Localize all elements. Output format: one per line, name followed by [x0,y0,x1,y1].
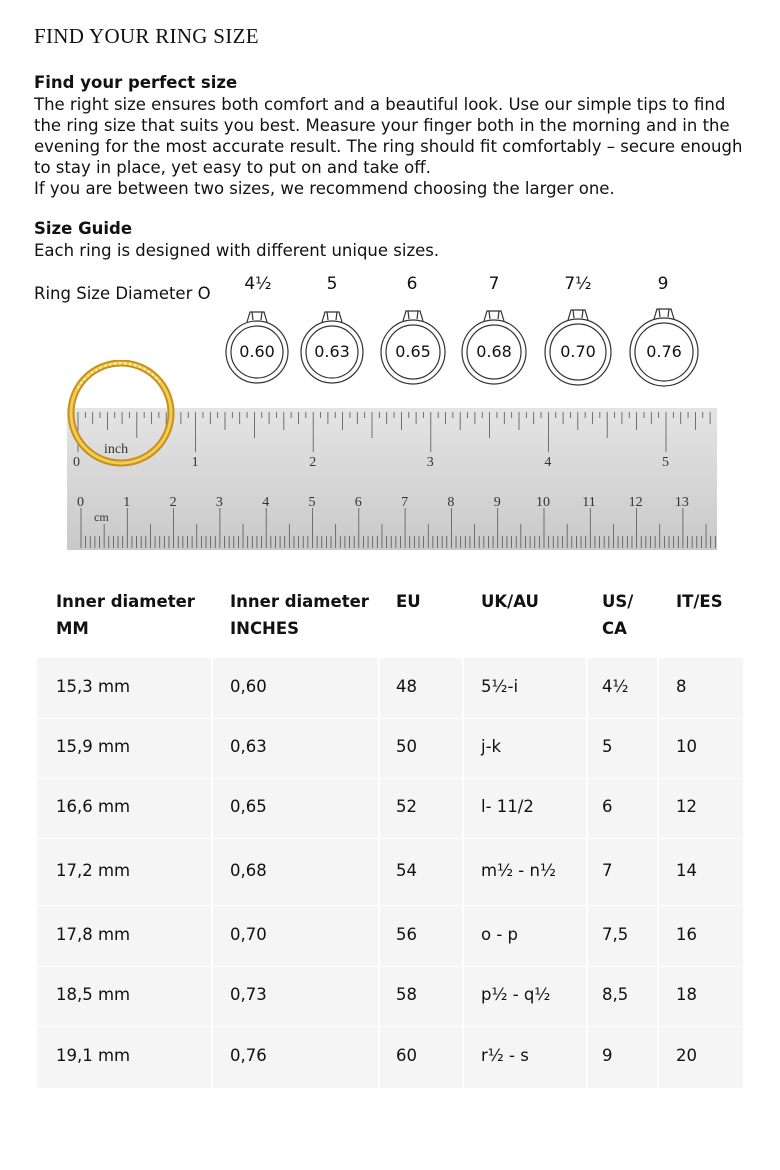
table-divider [378,719,380,779]
ruler-inch-number: 5 [662,455,669,470]
table-row [37,966,743,1027]
ruler-cm-number: 1 [123,495,131,510]
table-cell: o - p [481,924,519,944]
col-header-uk-au [481,588,539,615]
table-cell: 19,1 mm [56,1045,131,1065]
guide-text: Each ring is designed with different unique sizes. [34,241,440,260]
table-cell: j-k [481,737,502,756]
ring-diameter-value: 0.68 [476,342,512,361]
col-header-inches [230,588,369,642]
table-cell: 5½-i [481,676,519,696]
table-divider [378,1027,380,1088]
ruler-cm-number: 9 [493,495,501,510]
table-cell: 18 [676,985,697,1004]
table-cell: p½ - q½ [481,985,551,1004]
table-divider [586,719,588,779]
ring-diameter-value: 0.63 [314,342,350,361]
ruler-cm-number: 3 [215,495,223,510]
ring-diameter-label: Ring Size Diameter O [34,284,211,303]
table-divider [657,1027,659,1088]
table-divider [211,906,213,967]
ruler-cm-number: 10 [536,495,550,510]
table-cell: 12 [676,797,697,816]
table-divider [462,658,464,719]
col-header-line: Inner diameter [56,592,195,611]
table-cell: 4½ [602,676,629,696]
table-divider [378,779,380,839]
ruler [0,360,780,560]
table-divider [378,967,380,1027]
table-divider [211,1027,213,1088]
col-header-line: INCHES [230,619,300,638]
col-header-eu [396,588,421,615]
intro-line: the ring size that suits you best. Measure your finger both in the morning and in the [34,116,730,135]
table-divider [657,719,659,779]
ring-size-label: 5 [326,274,338,294]
col-header-us-ca [602,588,633,642]
table-cell: 14 [676,860,697,880]
table-divider [586,1027,588,1088]
table-cell: 52 [396,797,417,816]
table-divider [462,906,464,967]
table-divider [378,658,380,719]
table-cell: 17,2 mm [56,860,131,880]
table-cell: 60 [396,1045,417,1065]
ruler-inch-number: 4 [544,455,552,470]
table-divider [657,839,659,906]
table-cell: 9 [602,1045,613,1065]
table-cell: 0,65 [230,797,267,816]
ruler-cm-number: 12 [628,495,643,510]
ring-size-label: 7½ [564,274,592,294]
table-divider [657,906,659,967]
table-row [37,905,743,967]
intro-line: If you are between two sizes, we recommend choosing the larger one. [34,179,615,198]
table-divider [586,658,588,719]
table-cell: 8 [676,676,687,696]
table-divider [211,658,213,719]
table-cell: 56 [396,924,417,944]
table-cell: 15,3 mm [56,676,131,696]
intro-line: to stay in place, yet easy to put on and take off. [34,158,431,177]
guide-heading: Size Guide [34,219,133,238]
table-row [37,838,743,906]
ruler-cm-number: 6 [354,495,362,510]
table-cell: 7,5 [602,924,629,944]
table-row [37,718,743,779]
table-cell: 16,6 mm [56,797,131,816]
table-cell: 0,63 [230,737,267,756]
table-cell: m½ - n½ [481,860,556,880]
table-cell: 58 [396,985,417,1004]
ring-diameter-value: 0.65 [395,342,431,361]
ruler-cm-number: 11 [582,495,596,510]
ring-size-label: 7 [488,274,500,294]
col-header-line: IT/ES [676,592,723,611]
intro-line: The right size ensures both comfort and a beautiful look. Use our simple tips to find [34,95,726,114]
ring-diameter-value: 0.70 [560,342,596,361]
table-divider [586,839,588,906]
table-divider [657,967,659,1027]
table-divider [462,719,464,779]
intro-line: evening for the most accurate result. The ring should fit comfortably – secure enough [34,137,743,156]
table-cell: 10 [676,737,697,756]
table-divider [378,906,380,967]
table-cell: 20 [676,1045,697,1065]
intro-heading: Find your perfect size [34,73,238,92]
col-header-line: UK/AU [481,592,539,611]
col-header-line: Inner diameter [230,592,369,611]
ruler-cm-number: 8 [447,495,455,510]
ring-diameter-value: 0.76 [646,342,682,361]
ring-size-label: 6 [406,274,418,294]
table-row [37,778,743,839]
col-header-mm [56,588,195,642]
table-cell: 6 [602,797,613,816]
table-divider [462,779,464,839]
table-divider [211,719,213,779]
table-cell: 7 [602,860,613,880]
table-row [37,1026,743,1088]
ruler-inch-number: 1 [191,455,199,470]
table-cell: 0,60 [230,676,267,696]
table-cell: r½ - s [481,1045,529,1065]
table-cell: 15,9 mm [56,737,131,756]
ruler-cm-number: 7 [401,495,409,510]
table-divider [586,967,588,1027]
table-cell: 0,70 [230,924,267,944]
table-cell: 18,5 mm [56,985,131,1004]
col-header-line: CA [602,619,627,638]
table-cell: 17,8 mm [56,924,131,944]
ruler-cm-number: 0 [77,495,84,510]
table-divider [211,839,213,906]
ruler-inch-number: 0 [73,455,80,470]
table-cell: 0,68 [230,860,267,880]
ring-size-label: 4½ [244,274,272,294]
col-header-line: US/ [602,592,634,611]
ruler-cm-number: 13 [674,495,689,510]
table-divider [657,779,659,839]
table-divider [211,967,213,1027]
col-header-it-es [676,588,723,615]
page-title: FIND YOUR RING SIZE [34,24,259,48]
ruler-body [67,408,717,550]
ring-size-label: 9 [657,274,669,294]
ruler-cm-number: 4 [262,495,270,510]
table-divider [378,839,380,906]
intro-text [34,94,754,199]
table-cell: 54 [396,860,417,880]
table-cell: 0,73 [230,985,267,1004]
ruler-cm-label: cm [94,510,109,524]
ruler-inch-number: 3 [426,455,434,470]
table-cell: 16 [676,924,697,944]
table-cell: 8,5 [602,985,629,1004]
ruler-cm-number: 5 [308,495,316,510]
table-divider [462,967,464,1027]
col-header-line: MM [56,619,89,638]
table-divider [462,839,464,906]
ruler-inch-label: inch [104,442,129,457]
table-divider [462,1027,464,1088]
col-header-line: EU [396,592,421,611]
ring-diameter-value: 0.60 [239,342,275,361]
table-divider [657,658,659,719]
table-divider [586,779,588,839]
table-divider [586,906,588,967]
table-cell: l- 11/2 [481,797,534,816]
table-cell: 48 [396,676,417,696]
ruler-cm-number: 2 [169,495,177,510]
table-cell: 5 [602,737,613,756]
ruler-inch-number: 2 [309,455,317,470]
table-divider [211,779,213,839]
table-cell: 0,76 [230,1045,267,1065]
table-cell: 50 [396,737,417,756]
table-row [37,657,743,719]
